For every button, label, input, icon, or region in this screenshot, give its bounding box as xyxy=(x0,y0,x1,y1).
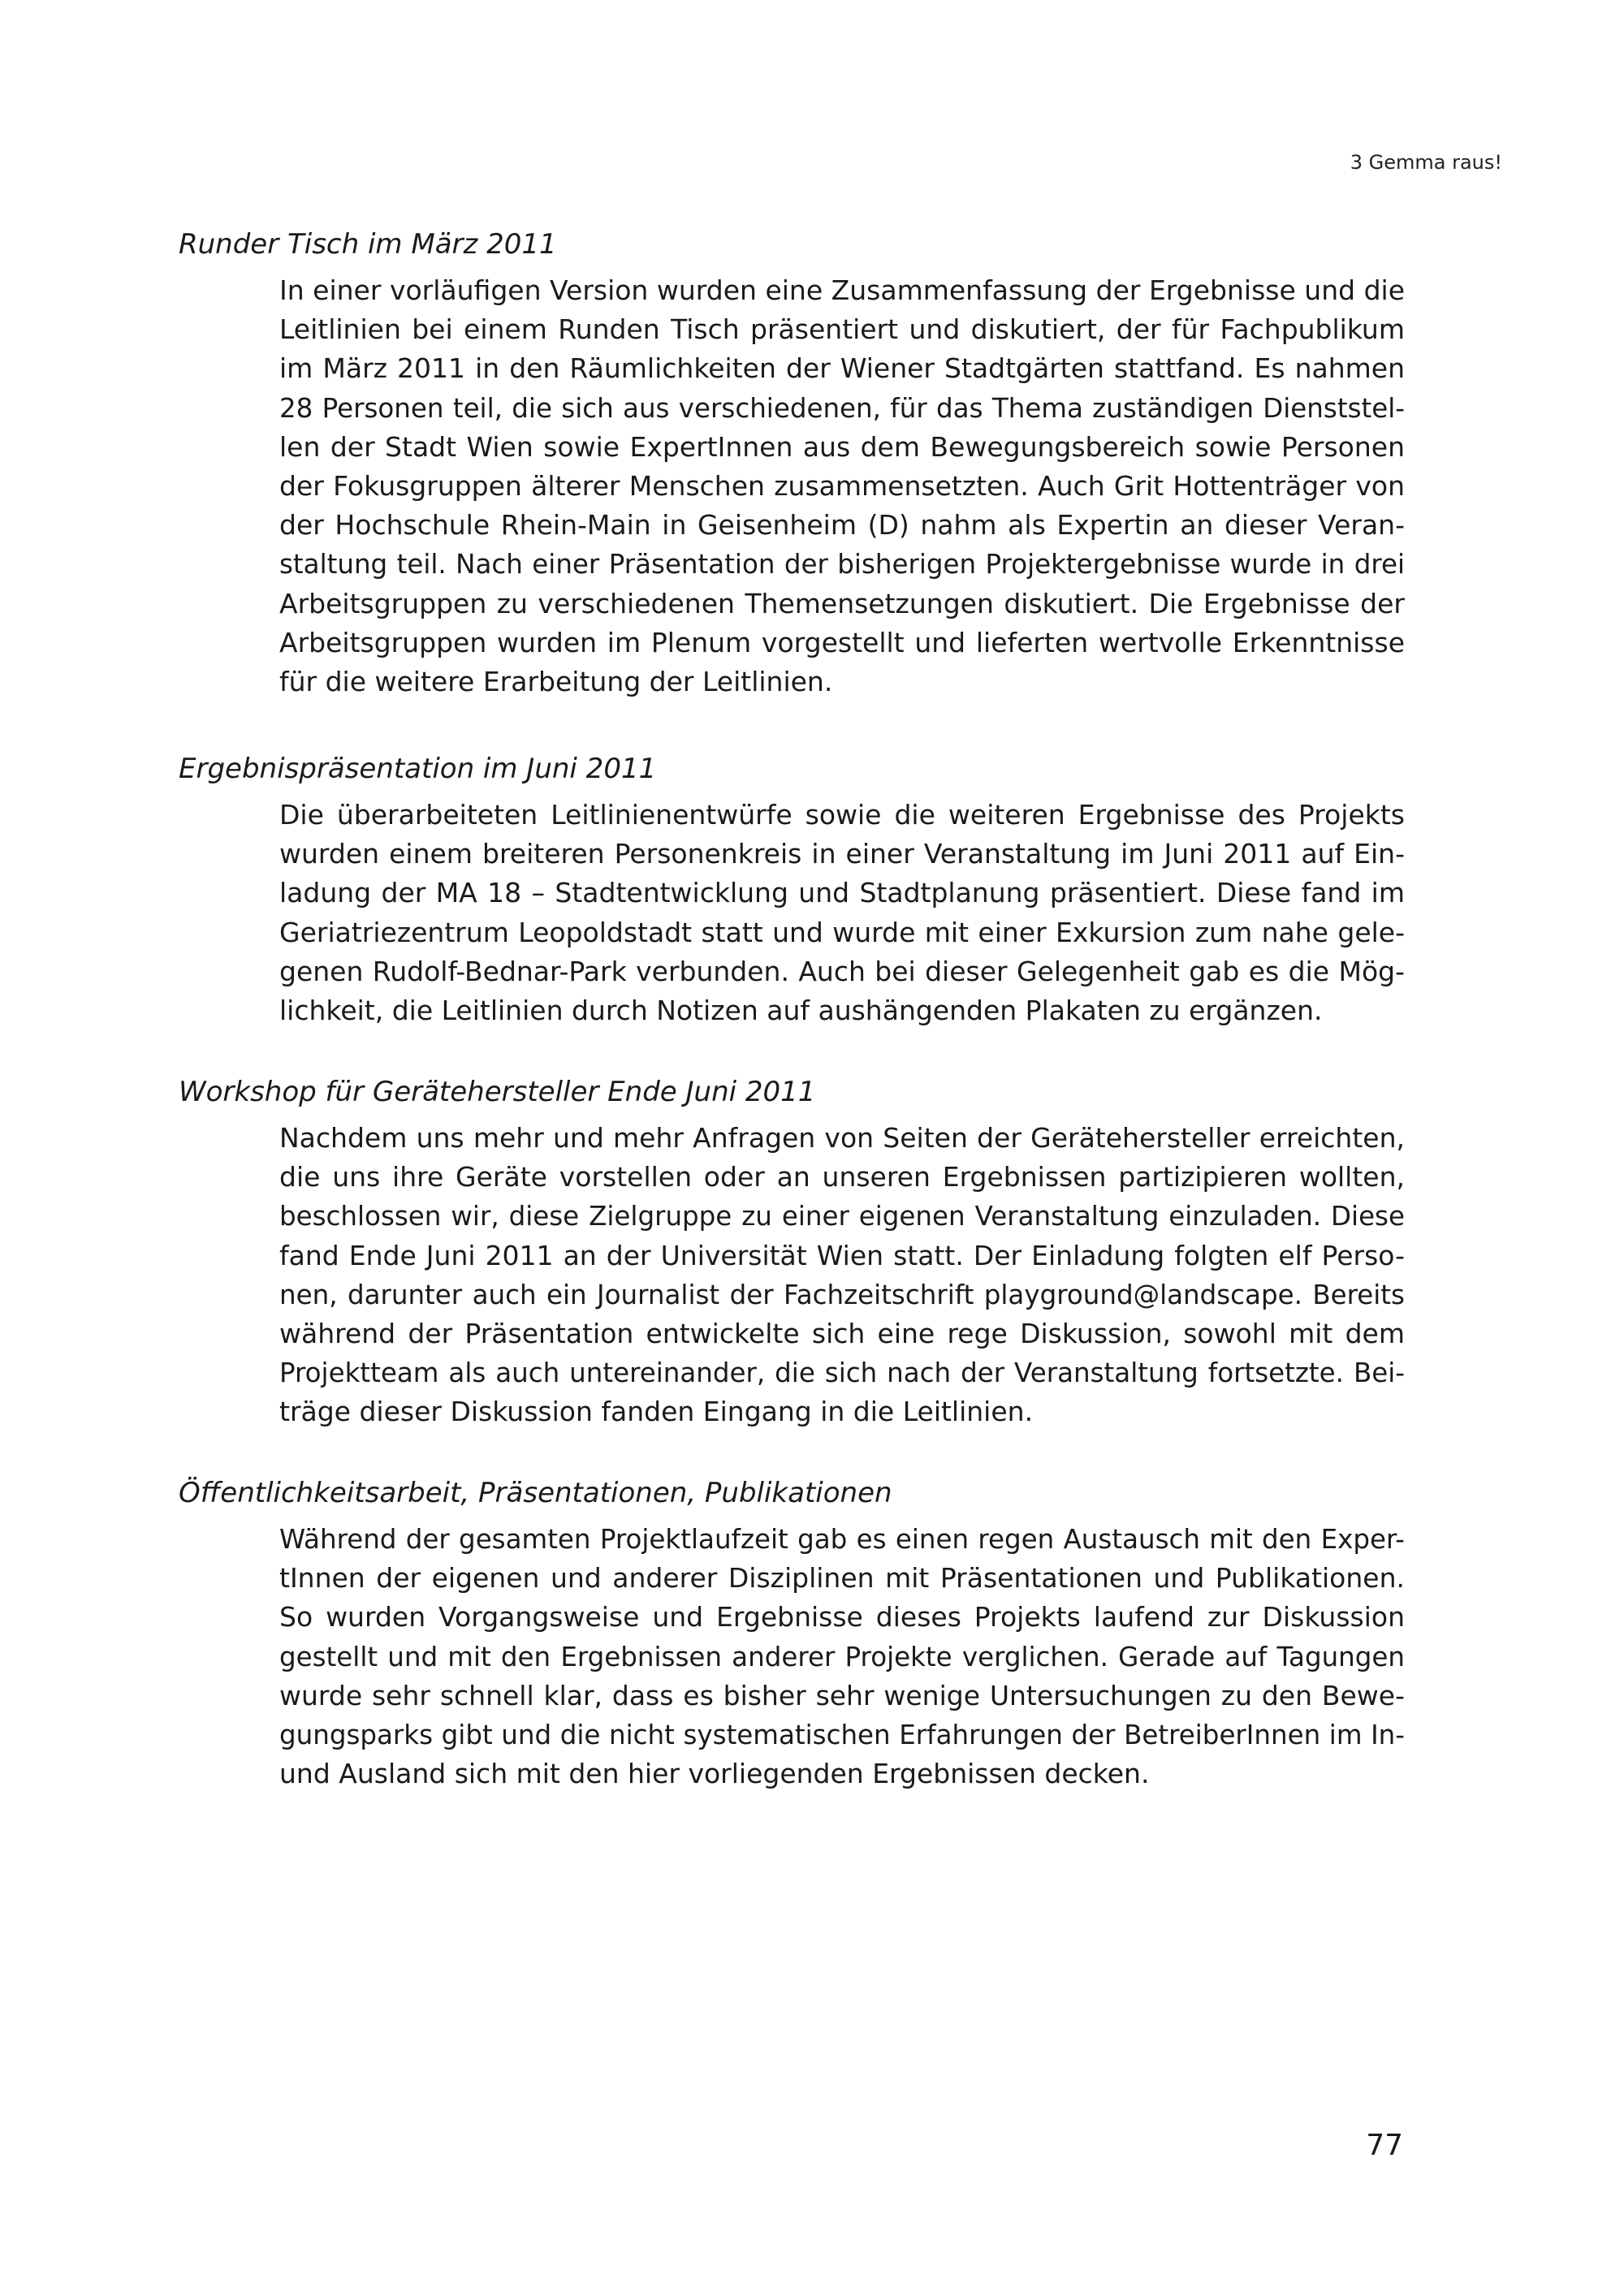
text-line: während der Präsentation entwickelte sich eine rege Diskussion, sowohl mit dem xyxy=(279,1317,1405,1349)
text-line: nen, darunter auch ein Journalist der Fachzeitschrift playground@landscape. Bereits xyxy=(279,1279,1405,1310)
running-header: 3 Gemma raus! xyxy=(1350,151,1502,174)
text-line: und Ausland sich mit den hier vorliegenden Ergebnissen decken. xyxy=(279,1758,1150,1790)
section-body xyxy=(279,796,1405,1030)
text-line: die uns ihre Geräte vorstellen oder an unseren Ergebnissen partizipieren wollten, xyxy=(279,1161,1405,1193)
text-line: fand Ende Juni 2011 an der Universität Wien statt. Der Einladung folgten elf Perso- xyxy=(279,1239,1405,1271)
text-line: ladung der MA 18 – Stadtentwicklung und Stadtplanung präsentiert. Diese fand im xyxy=(279,877,1405,909)
section-body xyxy=(279,1520,1405,1793)
section-heading: Workshop für Gerätehersteller Ende Juni 2011 xyxy=(179,1076,816,1108)
text-line: Geriatriezentrum Leopoldstadt statt und wurde mit einer Exkursion zum nahe gele- xyxy=(279,916,1405,948)
text-line: gungsparks gibt und die nicht systematischen Erfahrungen der BetreiberInnen im In- xyxy=(279,1719,1405,1750)
text-line: der Hochschule Rhein-Main in Geisenheim (D) nahm als Expertin an dieser Veran- xyxy=(279,509,1405,542)
section-heading: Runder Tisch im März 2011 xyxy=(179,228,557,261)
text-line: im März 2011 in den Räumlichkeiten der Wiener Stadtgärten stattfand. Es nahmen xyxy=(279,352,1405,385)
text-line: Nachdem uns mehr und mehr Anfragen von Seiten der Gerätehersteller erreichten, xyxy=(279,1122,1405,1154)
text-line: len der Stadt Wien sowie ExpertInnen aus dem Bewegungsbereich sowie Personen xyxy=(279,430,1405,463)
text-line: Die überarbeiteten Leitlinienentwürfe sowie die weiteren Ergebnisse des Projekts xyxy=(279,799,1405,831)
text-line: Projektteam als auch untereinander, die sich nach der Veranstaltung fortsetzte. Bei- xyxy=(279,1357,1405,1389)
page-number: 77 xyxy=(1366,2129,1403,2162)
text-line: träge dieser Diskussion fanden Eingang in die Leitlinien. xyxy=(279,1396,1034,1428)
text-line: staltung teil. Nach einer Präsentation der bisherigen Projektergebnisse wurde in drei xyxy=(279,549,1405,580)
text-line: Während der gesamten Projektlaufzeit gab es einen regen Austausch mit den Exper- xyxy=(279,1524,1405,1555)
section-heading: Öffentlichkeitsarbeit, Präsentationen, Publikationen xyxy=(179,1477,892,1509)
text-line: für die weitere Erarbeitung der Leitlinien. xyxy=(279,665,833,697)
text-line: 28 Personen teil, die sich aus verschiedenen, für das Thema zuständigen Dienststel- xyxy=(279,392,1405,424)
section-heading: Ergebnispräsentation im Juni 2011 xyxy=(179,753,657,785)
text-line: Arbeitsgruppen wurden im Plenum vorgestellt und lieferten wertvolle Erkenntnisse xyxy=(279,626,1405,658)
text-line: Arbeitsgruppen zu verschiedenen Themensetzungen diskutiert. Die Ergebnisse der xyxy=(279,587,1405,619)
text-line: tInnen der eigenen und anderer Disziplinen mit Präsentationen und Publikationen. xyxy=(279,1562,1405,1595)
text-line: wurden einem breiteren Personenkreis in einer Veranstaltung im Juni 2011 auf Ein- xyxy=(279,838,1405,870)
section-body xyxy=(279,1119,1405,1432)
text-line: wurde sehr schnell klar, dass es bisher sehr wenige Untersuchungen zu den Bewe- xyxy=(279,1679,1405,1711)
text-line: So wurden Vorgangsweise und Ergebnisse dieses Projekts laufend zur Diskussion xyxy=(279,1601,1405,1634)
section-body xyxy=(279,271,1405,701)
text-line: beschlossen wir, diese Zielgruppe zu einer eigenen Veranstaltung einzuladen. Diese xyxy=(279,1201,1405,1232)
text-line: In einer vorläufigen Version wurden eine Zusammenfassung der Ergebnisse und die xyxy=(279,274,1405,306)
text-line: gestellt und mit den Ergebnissen anderer Projekte verglichen. Gerade auf Tagungen xyxy=(279,1641,1405,1672)
text-line: genen Rudolf-Bednar-Park verbunden. Auch bei dieser Gelegenheit gab es die Mög- xyxy=(279,955,1405,987)
text-line: lichkeit, die Leitlinien durch Notizen auf aushängenden Plakaten zu ergänzen. xyxy=(279,994,1323,1026)
text-line: Leitlinien bei einem Runden Tisch präsentiert und diskutiert, der für Fachpublikum xyxy=(279,313,1405,346)
text-line: der Fokusgruppen älterer Menschen zusammensetzten. Auch Grit Hottenträger von xyxy=(279,469,1405,502)
